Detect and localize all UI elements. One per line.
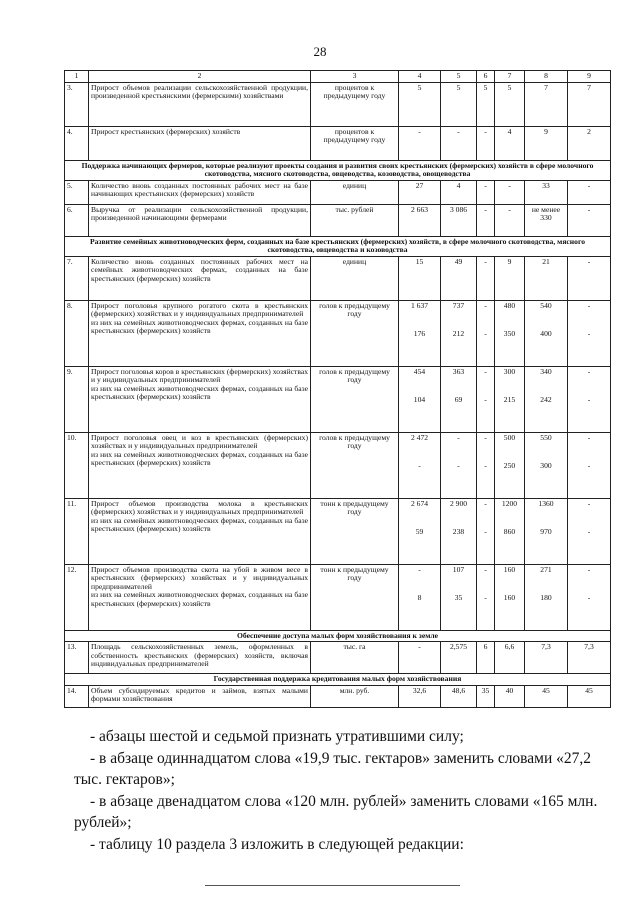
indicator-name xyxy=(89,432,311,498)
indicator-main: Прирост поголовья коров в крестьянских (фермерских) хозяйствах и у индивидуальных предпринимателей xyxy=(91,366,308,384)
value-sub: 215 xyxy=(503,395,516,404)
value-sub: 300 xyxy=(540,461,552,470)
value-sub: - xyxy=(457,461,460,470)
indicator-main: Прирост объемов производства молока в крестьянских (фермерских) хозяйствах и у индивидуальных предпринимателей xyxy=(91,498,308,516)
value-sub: - xyxy=(587,527,591,536)
value: 7 xyxy=(568,82,611,126)
value-sub: 400 xyxy=(540,329,552,338)
value-sub: 35 xyxy=(454,593,463,602)
table-row xyxy=(65,300,611,366)
indicator-sub: из них на семейных животноводческих фермах, созданных на базе крестьянских (фермерских) хозяйств xyxy=(91,383,308,401)
value: 21 xyxy=(525,256,568,300)
value: 5 xyxy=(399,82,441,126)
col-header: 9 xyxy=(568,71,611,83)
value xyxy=(568,564,611,630)
value-sub: - xyxy=(418,461,421,470)
value: 2 663 xyxy=(399,204,441,236)
row-number: 7. xyxy=(65,256,89,300)
value-total: - xyxy=(484,300,487,310)
value xyxy=(568,366,611,432)
value-total: - xyxy=(587,498,591,508)
value: не менее 330 xyxy=(525,204,568,236)
value: 4 xyxy=(441,180,477,204)
value xyxy=(441,300,477,366)
value xyxy=(525,564,568,630)
value-sub: 8 xyxy=(417,593,422,602)
indicator-main: Прирост поголовья овец и коз в крестьянских (фермерских) хозяйствах и у индивидуальных предпринимателей xyxy=(91,432,308,450)
unit: процентов к предыдущему году xyxy=(311,82,399,126)
table-row xyxy=(65,366,611,432)
value: - xyxy=(441,126,477,160)
table-row xyxy=(65,498,611,564)
value-sub: - xyxy=(484,395,487,404)
value-sub: 176 xyxy=(413,329,426,338)
paragraph: - в абзаце двенадцатом слова «120 млн. рублей» заменить словами «165 млн. рублей»; xyxy=(74,793,598,831)
unit: единиц xyxy=(311,256,399,300)
col-header: 1 xyxy=(65,71,89,83)
value-total: - xyxy=(484,366,487,376)
value xyxy=(495,432,525,498)
row-number: 13. xyxy=(65,642,89,674)
table-row xyxy=(65,256,611,300)
value-sub: 212 xyxy=(452,329,465,338)
table-row xyxy=(65,642,611,674)
table-row xyxy=(65,564,611,630)
value: - xyxy=(477,256,495,300)
value-total: 2 472 xyxy=(410,432,429,442)
value: - xyxy=(568,204,611,236)
table-row xyxy=(65,432,611,498)
value xyxy=(441,366,477,432)
value: - xyxy=(568,256,611,300)
unit: тыс. га xyxy=(311,642,399,674)
section-heading: Обеспечение доступа малых форм хозяйствования к земле xyxy=(65,630,611,642)
unit: процентов к предыдущему году xyxy=(311,126,399,160)
value-total: 1 637 xyxy=(410,300,429,310)
indicator-name: Площадь сельскохозяйственных земель, оформленных в собственность крестьянских (фермерских) хозяйств, включая индивидуальных предпринимателей xyxy=(89,642,311,674)
value-sub: - xyxy=(587,395,591,404)
section-heading-row xyxy=(65,160,611,180)
value xyxy=(399,366,441,432)
value: 6 xyxy=(477,642,495,674)
row-number: 8. xyxy=(65,300,89,366)
footer-divider xyxy=(205,885,460,886)
value-sub: - xyxy=(587,329,591,338)
value xyxy=(525,432,568,498)
value: - xyxy=(399,642,441,674)
value xyxy=(495,300,525,366)
value xyxy=(399,300,441,366)
col-header: 6 xyxy=(477,71,495,83)
unit: млн. руб. xyxy=(311,685,399,707)
value: 45 xyxy=(525,685,568,707)
paragraph: - абзацы шестой и седьмой признать утратившими силу; xyxy=(90,728,464,745)
row-number: 11. xyxy=(65,498,89,564)
value xyxy=(441,432,477,498)
indicators-table xyxy=(64,70,611,708)
value: 7,3 xyxy=(568,642,611,674)
row-number: 5. xyxy=(65,180,89,204)
value-sub: 238 xyxy=(452,527,465,536)
indicator-main: Прирост поголовья крупного рогатого скота в крестьянских (фермерских) хозяйствах и у индивидуальных предпринимателей xyxy=(91,300,308,318)
value xyxy=(525,300,568,366)
value-sub: - xyxy=(484,527,487,536)
col-header: 3 xyxy=(311,71,399,83)
value xyxy=(525,366,568,432)
value-sub: 860 xyxy=(503,527,516,536)
unit: тонн к предыдущему году xyxy=(311,498,399,564)
value: - xyxy=(568,180,611,204)
value: - xyxy=(477,180,495,204)
value: 9 xyxy=(495,256,525,300)
value xyxy=(399,432,441,498)
unit: голов к предыдущему году xyxy=(311,432,399,498)
value xyxy=(495,564,525,630)
value: 9 xyxy=(525,126,568,160)
indicator-name: Прирост крестьянских (фермерских) хозяйств xyxy=(89,126,311,160)
table-row xyxy=(65,126,611,160)
value-sub: 250 xyxy=(503,461,516,470)
value-total: 107 xyxy=(452,564,465,574)
value-total: 540 xyxy=(540,300,552,310)
value-total: 737 xyxy=(452,300,465,310)
page-number: 28 xyxy=(313,44,327,59)
value-total: 1200 xyxy=(501,498,518,508)
value-sub: - xyxy=(587,593,591,602)
indicator-sub: из них на семейных животноводческих фермах, созданных на базе крестьянских (фермерских) хозяйств xyxy=(91,590,308,608)
value-sub: - xyxy=(484,461,487,470)
value-total: 300 xyxy=(503,366,516,376)
value-sub: 970 xyxy=(540,527,552,536)
header-row xyxy=(65,71,611,83)
value-total: - xyxy=(457,432,460,442)
section-heading-row xyxy=(65,236,611,256)
value: - xyxy=(477,204,495,236)
value: 3 086 xyxy=(441,204,477,236)
value xyxy=(477,300,495,366)
value-total: - xyxy=(587,564,591,574)
section-heading: Государственная поддержка кредитования малых форм хозяйствования xyxy=(65,674,611,686)
indicator-name xyxy=(89,366,311,432)
value-sub: - xyxy=(484,593,487,602)
table-row xyxy=(65,180,611,204)
indicator-name: Объем субсидируемых кредитов и займов, взятых малыми формами хозяйствования xyxy=(89,685,311,707)
value xyxy=(495,366,525,432)
col-header: 7 xyxy=(495,71,525,83)
section-heading: Развитие семейных животноводческих ферм, созданных на базе крестьянских (фермерских) хозяйств, в сфере молочного скотоводства, мясного скотоводства, овцеводства и козоводства xyxy=(65,236,611,256)
value-total: 2 674 xyxy=(410,498,429,508)
value-total: - xyxy=(418,564,421,574)
value xyxy=(495,498,525,564)
value: 33 xyxy=(525,180,568,204)
value: - xyxy=(477,126,495,160)
value: 49 xyxy=(441,256,477,300)
value xyxy=(441,498,477,564)
table-row xyxy=(65,82,611,126)
value xyxy=(399,564,441,630)
value xyxy=(477,564,495,630)
value-sub: 180 xyxy=(540,593,552,602)
value: 40 xyxy=(495,685,525,707)
value-total: 500 xyxy=(503,432,516,442)
value-total: 1360 xyxy=(538,498,554,508)
section-heading: Поддержка начинающих фермеров, которые реализуют проекты создания и развития своих крестьянских (фермерских) хозяйств в сфере молочного скотоводства, мясного скотоводства, овцеводства, козоводства, овощеводства xyxy=(65,160,611,180)
row-number: 12. xyxy=(65,564,89,630)
value-total: 480 xyxy=(503,300,516,310)
row-number: 14. xyxy=(65,685,89,707)
section-heading-row xyxy=(65,630,611,642)
value: - xyxy=(495,204,525,236)
value: 48,6 xyxy=(441,685,477,707)
value: - xyxy=(495,180,525,204)
row-number: 6. xyxy=(65,204,89,236)
value xyxy=(568,300,611,366)
indicator-name: Выручка от реализации сельскохозяйственной продукции, произведенной начинающими фермерами xyxy=(89,204,311,236)
col-header: 4 xyxy=(399,71,441,83)
value-total: - xyxy=(587,432,591,442)
value-total: 160 xyxy=(503,564,516,574)
value: 6,6 xyxy=(495,642,525,674)
indicator-name: Количество вновь созданных постоянных рабочих мест на семейных животноводческих фермах, созданных на базе крестьянских (фермерских) хозяйств xyxy=(89,256,311,300)
value: 2,575 xyxy=(441,642,477,674)
value xyxy=(441,564,477,630)
value-sub: - xyxy=(484,329,487,338)
paragraph: - таблицу 10 раздела 3 изложить в следующей редакции: xyxy=(90,836,464,853)
value: 5 xyxy=(477,82,495,126)
value-total: 454 xyxy=(413,366,426,376)
value: 7 xyxy=(525,82,568,126)
indicator-main: Прирост объемов производства скота на убой в живом весе в крестьянских (фермерских) хозяйствах и у индивидуальных предпринимателей xyxy=(91,564,308,591)
value xyxy=(477,498,495,564)
indicator-name xyxy=(89,300,311,366)
value xyxy=(568,498,611,564)
value-total: 363 xyxy=(452,366,465,376)
indicator-name: Количество вновь созданных постоянных рабочих мест на базе начинающих крестьянских (фермерских) хозяйств xyxy=(89,180,311,204)
value: 27 xyxy=(399,180,441,204)
value: 2 xyxy=(568,126,611,160)
row-number: 3. xyxy=(65,82,89,126)
table-row xyxy=(65,685,611,707)
value: 32,6 xyxy=(399,685,441,707)
value-total: 340 xyxy=(540,366,552,376)
row-number: 9. xyxy=(65,366,89,432)
indicator-name xyxy=(89,564,311,630)
value-sub: 104 xyxy=(413,395,426,404)
unit: тыс. рублей xyxy=(311,204,399,236)
value: 35 xyxy=(477,685,495,707)
row-number: 10. xyxy=(65,432,89,498)
indicator-sub: из них на семейных животноводческих фермах, созданных на базе крестьянских (фермерских) хозяйств xyxy=(91,515,308,533)
col-header: 5 xyxy=(441,71,477,83)
indicator-name: Прирост объемов реализации сельскохозяйственной продукции, произведенной крестьянскими (фермерскими) хозяйствами xyxy=(89,82,311,126)
value xyxy=(477,366,495,432)
value-total: 550 xyxy=(540,432,552,442)
col-header: 8 xyxy=(525,71,568,83)
value-total: - xyxy=(484,498,487,508)
unit: голов к предыдущему году xyxy=(311,366,399,432)
indicator-sub: из них на семейных животноводческих фермах, созданных на базе крестьянских (фермерских) хозяйств xyxy=(91,449,308,467)
value xyxy=(477,432,495,498)
value: 7,3 xyxy=(525,642,568,674)
value xyxy=(525,498,568,564)
indicator-sub: из них на семейных животноводческих фермах, созданных на базе крестьянских (фермерских) хозяйств xyxy=(91,317,308,335)
value-total: - xyxy=(484,432,487,442)
col-header: 2 xyxy=(89,71,311,83)
value-sub: 69 xyxy=(454,395,463,404)
value-total: - xyxy=(587,366,591,376)
value-sub: 160 xyxy=(503,593,516,602)
value-total: - xyxy=(484,564,487,574)
value xyxy=(568,432,611,498)
value-total: 271 xyxy=(540,564,552,574)
row-number: 4. xyxy=(65,126,89,160)
unit: голов к предыдущему году xyxy=(311,300,399,366)
value: 5 xyxy=(441,82,477,126)
unit: тонн к предыдущему году xyxy=(311,564,399,630)
value-total: 2 900 xyxy=(449,498,468,508)
value-sub: 242 xyxy=(540,395,552,404)
value-total: - xyxy=(587,300,591,310)
value: 45 xyxy=(568,685,611,707)
section-heading-row xyxy=(65,674,611,686)
value-sub: - xyxy=(587,461,591,470)
value: 15 xyxy=(399,256,441,300)
value xyxy=(399,498,441,564)
value-sub: 350 xyxy=(503,329,516,338)
indicator-name xyxy=(89,498,311,564)
table-row xyxy=(65,204,611,236)
value: 4 xyxy=(495,126,525,160)
value-sub: 59 xyxy=(415,527,424,536)
value: - xyxy=(399,126,441,160)
value: 5 xyxy=(495,82,525,126)
paragraph: - в абзаце одиннадцатом слова «19,9 тыс. гектаров» заменить словами «27,2 тыс. гектаров»; xyxy=(74,750,592,788)
unit: единиц xyxy=(311,180,399,204)
